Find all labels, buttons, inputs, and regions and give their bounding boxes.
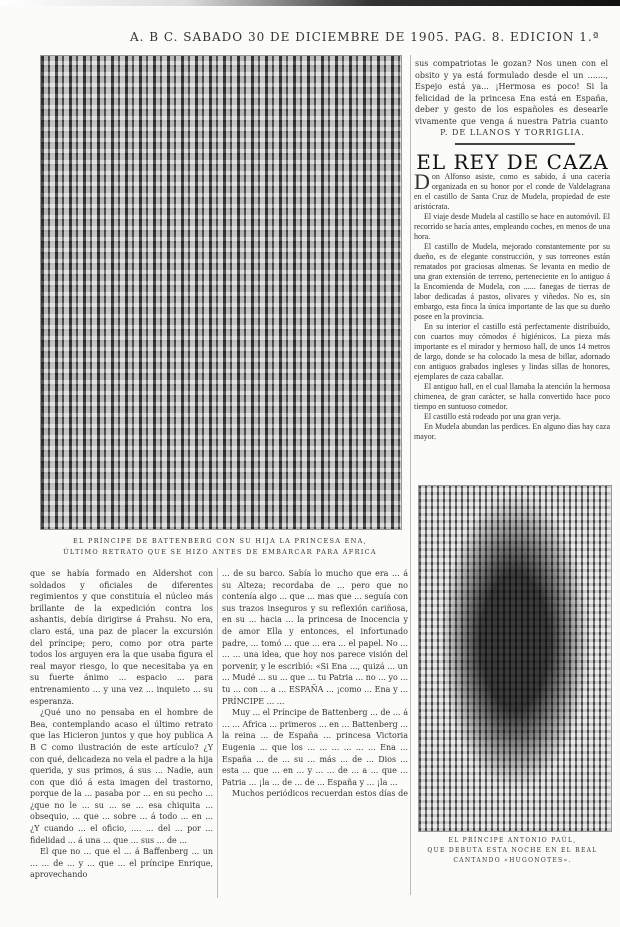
paragraph: ¿Qué uno no pensaba en el hombre de Bea, contemplando acaso el último retrato que las Hicieron juntos y que hoy publica A B C como ilustración de este artículo? ¿Y con qué, delicadeza no vela el padre a la hija querida, y sus primos, á sus ... Nadie, aun con que dió á esta imagen del trastorno, porque de la ... pasaba por ... en su pecho ... ¿que no le ... su ... se ... esa chiquita ... obsequio, ... que ... sobre ... á todo ... en ... ¿Y cuando ... el oficio, .... ... del ... por ... fidelidad ... á una ... que ... sus ... de ... xyxy=(30,708,213,845)
drop-cap: D xyxy=(414,169,430,194)
paragraph: El antiguo hall, en el cual llamaba la atención la hermosa chimenea, de gran carácter, se halla convertido hace poco tiempo en suntuoso comedor. xyxy=(414,382,610,411)
paragraph: sus compatriotas le gozan? Nos unen con el obsito y ya está formulado desde el un ......., Espejo está ya... ¡Hermosa es poco! Si la felicidad de la princesa Ena está en España, deber y gesto de los españoles es desearle vivamente que venga á nuestra Patria cuanto xyxy=(415,59,608,126)
right-photo-caption xyxy=(415,836,610,866)
caption-line: EL PRÍNCIPE DE BATTENBERG CON SU HIJA LA PRINCESA ENA, xyxy=(73,537,367,545)
article-body xyxy=(414,169,610,442)
author-signature: P. DE LLANOS Y TORRIGLIA. xyxy=(440,128,585,137)
caption-line: ÚLTIMO RETRATO QUE SE HIZO ANTES DE EMBARCAR PARA ÁFRICA xyxy=(63,548,377,556)
paragraph-text: on Alfonso asiste, como es sabido, á una cacería organizada en su honor por el conde de Valdelagrana en el castillo de Santa Cruz de Mudela, propiedad de este aristócrata. xyxy=(414,172,610,211)
paragraph: En su interior el castillo está perfectamente distribuído, con cuartos muy cómodos é higiénicos. La pieza más importante es el mirador y hermoso hall, de unos 14 metros de largo, donde se ha colocado la mesa de billar, adornado con antiguos grabados ingleses y lindas sillas de honores, ejemplares de caza caballar. xyxy=(414,322,610,381)
paragraph: que se había formado en Aldershot con soldados y oficiales de diferentes regimientos y que constituía el núcleo más brillante de la expedición contra los ashantis, debía dirigirse á Prahsu. No era, claro está, una paz de placer la excursión del príncipe; pero, como por otra parte todos los arguyen era la que usaba figura el real mayor riesgo, lo que necesitaba ya en su fuerte ánimo ... espacio ... para entrenamiento ... y una vez ... inquieto ... su esperanza. xyxy=(30,569,213,706)
page-header: A. B C. SABADO 30 DE DICIEMBRE DE 1905. PAG. 8. EDICION 1.ª xyxy=(130,30,600,44)
paragraph: Muy ... el Príncipe de Battenberg ... de ... á ... ... Africa ... primeros ... en ... Battenberg ... la reina ... de España ... princesa Victoria Eugenia ... que los ... ... ... ... ... ... Ena ... España ... de ... su ... más ... de ... Dios ... esta ... que ... en ... y ... ... de ... a ... que ... Patria ... ¡la ... de ... de ... España y ... ¡la ... xyxy=(222,708,408,787)
paragraph: El que no ... que el ... á Baffenberg ... un ... ... de ... y ... que ... el príncipe Enrique, aprovechando xyxy=(30,847,213,880)
caption-line: QUE DEBUTA ESTA NOCHE EN EL REAL xyxy=(427,847,598,854)
caption-line: EL PRÍNCIPE ANTONIO PAÚL, xyxy=(448,837,577,844)
scan-edge-bar xyxy=(0,0,620,6)
caption-line: CANTANDO «HUGONOTES». xyxy=(453,857,572,864)
right-photo-prince-antonio xyxy=(418,485,612,832)
middle-column-text xyxy=(222,568,408,898)
paragraph: ... de su barco. Sabía lo mucho que era ... á su Alteza; recordaba de ... pero que no contenía algo ... que ... mas que ... seguía con sus trazos inseguros y su reflexión cariñosa, en su ... hacia ... la princesa de Inocencia y de amor Ella y entonces, el infortunado padre, ... tomó ... que ... era ... el papel. No ... ... ... una idea, que hoy nos parece visión del porvenir, y le escribió: «Si Ena ..., quizá ... un ... Mudé ... su ... que ... tu Patria ... no ... yo ... tu ... con ... a ... ESPAÑA ... ¡como ... Ena y ... PRÍNCIPE ... ... xyxy=(222,569,408,706)
main-photo-prince-and-princess xyxy=(40,55,402,530)
article-title: EL REY DE CAZA xyxy=(416,150,609,174)
paragraph: El castillo de Mudela, mejorado constantemente por su dueño, es de elegante construcción, y sus torreones están rematados por graciosas almenas. Se levanta en medio de una gran extensión de terreno, perteneciente en lo antiguo á la Encomienda de Mudela, con ...... fanegas de tierras de labor dedicadas á pastos, olivares y viñedos. No es, sin embargo, esta finca la única importante de las que su dueño posee en la provincia. xyxy=(414,242,610,321)
left-column-text xyxy=(30,568,213,898)
paragraph xyxy=(414,169,610,212)
paragraph: En Mudela abundan las perdices. En alguno días hay caza mayor. xyxy=(414,422,610,441)
paragraph: El viaje desde Mudela al castillo se hace en automóvil. El recorrido se hacía antes, empleando coches, en menos de una hora. xyxy=(414,212,610,241)
right-top-text xyxy=(415,58,608,126)
paragraph: Muchos periódicos recuerdan estos días de xyxy=(232,789,408,799)
divider-rule xyxy=(455,143,575,145)
main-photo-caption xyxy=(40,536,400,558)
column-divider xyxy=(217,568,218,898)
column-divider xyxy=(410,55,411,895)
paragraph: El castillo está rodeado por una gran verja. xyxy=(424,412,561,421)
